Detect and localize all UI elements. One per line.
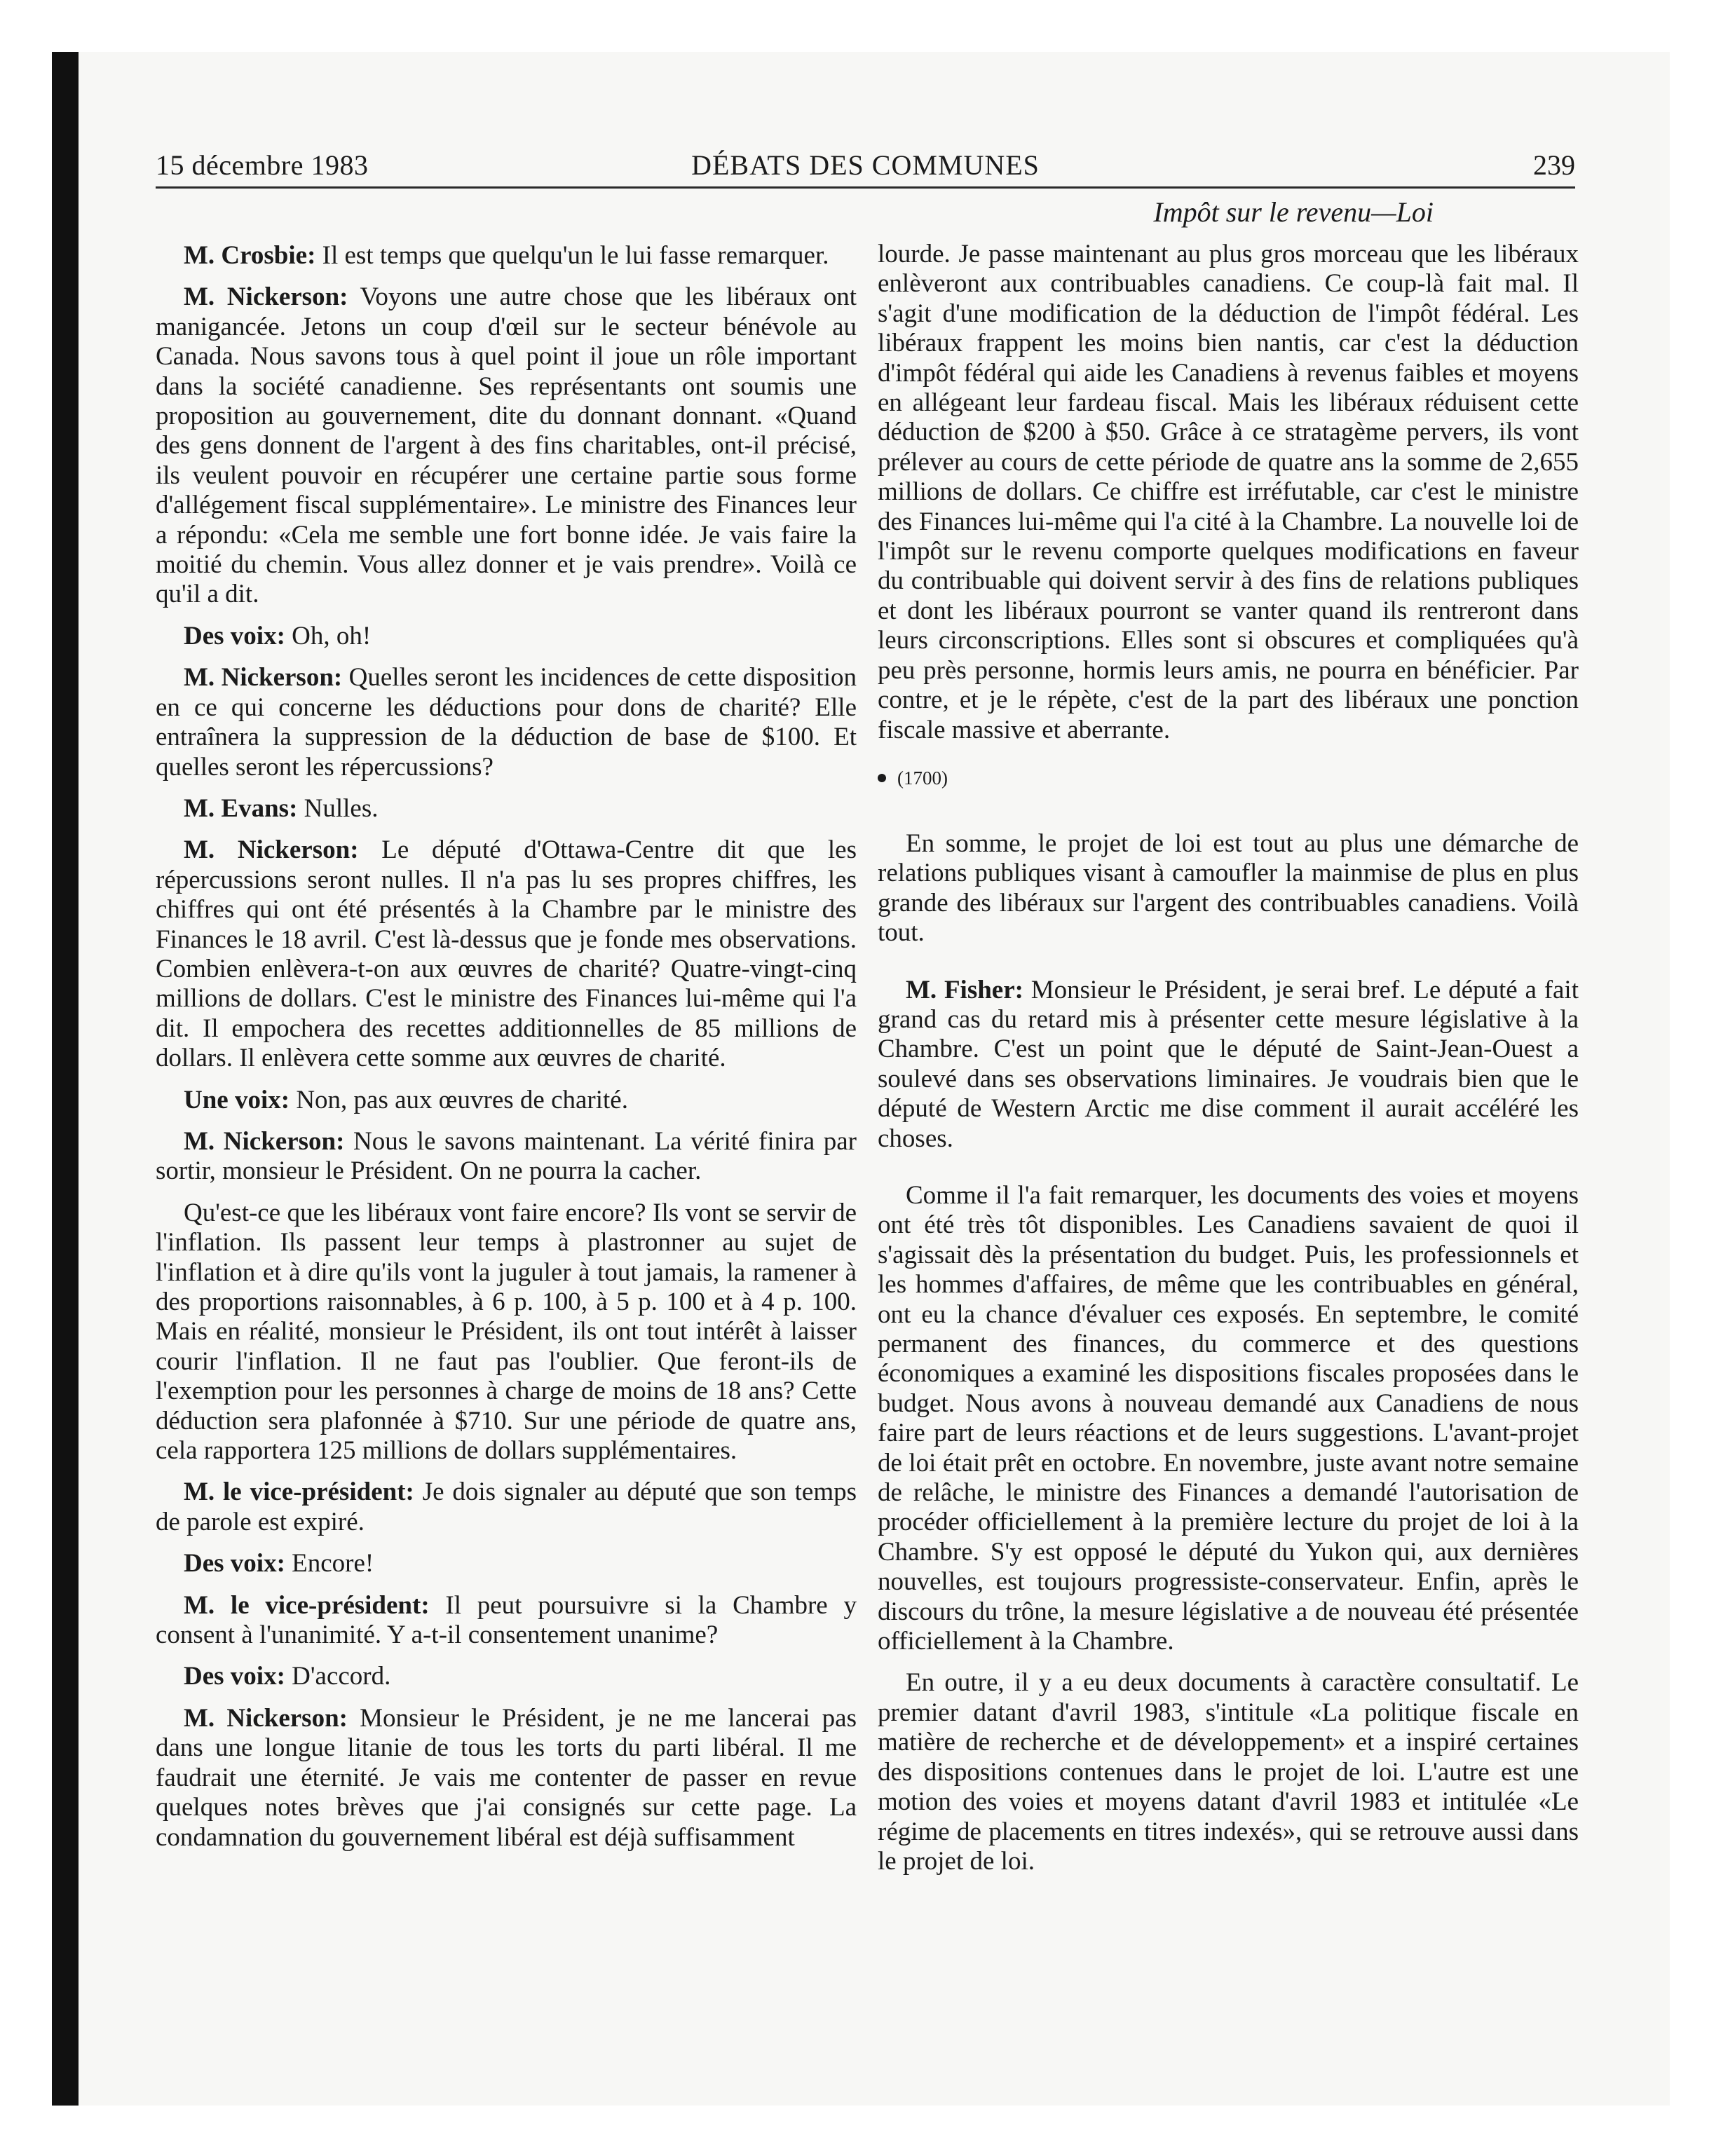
speaker-name: M. Nickerson: (184, 663, 343, 692)
speech-text: Il peut poursuivre si la Chambre y consent à l'unanimité. Y a-t-il consentement unanime? (156, 1590, 857, 1650)
speech-text: Encore! (285, 1549, 374, 1578)
paragraph (878, 829, 1579, 948)
paragraph (156, 1199, 857, 1466)
speaker-name: M. Nickerson: (184, 835, 359, 865)
paragraph (156, 1478, 857, 1537)
speaker-name: Des voix: (184, 1662, 285, 1691)
speaker-name: M. Nickerson: (184, 1703, 348, 1733)
speech-text: En somme, le projet de loi est tout au plus une démarche de relations publiques visant à camoufler la mainmise de plus en plus grande des libéraux sur l'argent des contribuables canadiens. Voilà tout. (878, 828, 1579, 948)
speech-text: Comme il l'a fait remarquer, les documents des voies et moyens ont été très tôt disponibles. Les Canadiens savaient de quoi il s'agissait dès la présentation du budget. Puis, les professionnels et les hommes d'affaires, de même que les contribuables en général, ont eu la chance d'évaluer ces exposés. En septembre, le comité permanent des finances, du commerce et des questions économiques a examiné les dispositions fiscales proposées dans le budget. Nous avons à nouveau demandé aux Canadiens de nous faire part de leurs réactions et de leurs suggestions. L'avant-projet de loi était prêt en octobre. En novembre, juste avant notre semaine de relâche, le ministre des Finances a demandé l'autorisation de procéder officiellement à la première lecture du projet de loi à la Chambre. S'y est opposé le député du Yukon qui, aux dernières nouvelles, est toujours progressiste-conservateur. Enfin, après le discours du trône, la mesure législative a de nouveau été présentée officiellement à la Chambre. (878, 1180, 1579, 1656)
paragraph (156, 794, 857, 824)
right-column (878, 240, 1579, 1888)
paragraph (156, 1086, 857, 1115)
header-page-number: 239 (1533, 149, 1575, 181)
continuation-paragraph: lourde. Je passe maintenant au plus gros morceau que les libéraux enlèveront aux contribuables canadiens. Ce coup-là fait mal. Il s'agit d'une modification de la déduction de l'impôt fédéral. Les libéraux frappent les moins bien nantis, car c'est la déduction d'impôt fédéral qui aide les Canadiens à revenus faibles et moyens en allégeant leur fardeau fiscal. Mais les libéraux réduisent cette déduction de $200 à $50. Grâce à ce stratagème pervers, ils vont prélever au cours de cette période de quatre ans la somme de 2,655 millions de dollars. Ce chiffre est irréfutable, car c'est le ministre des Finances lui-même qui l'a cité à la Chambre. La nouvelle loi de l'impôt sur le revenu comporte quelques modifications en faveur du contribuable qui doivent servir à des fins de relations publiques et dont les libéraux pourront se vanter quand ils rentreront dans leurs circonscriptions. Elles sont si obscures et compliquées qu'à peu près personne, hormis leurs amis, ne pourra en bénéficier. Par contre, et je le répète, c'est de la part des libéraux une ponction fiscale massive et aberrante. (878, 240, 1579, 744)
speaker-name: M. Nickerson: (184, 282, 348, 312)
speaker-name: M. Nickerson: (184, 1126, 345, 1156)
speaker-name: M. le vice-président: (184, 1590, 430, 1620)
bullet-icon (878, 774, 886, 782)
speech-text: Monsieur le Président, je ne me lancerai pas dans une longue litanie de tous les torts du parti libéral. Il me faudrait une éternité. Je vais me contenter de passer en revue quelques notes brèves que j'ai consignés sur cette page. La condamnation du gouvernement libéral est déjà suffisamment (156, 1703, 857, 1852)
paragraph (156, 1591, 857, 1651)
paragraph (878, 1668, 1579, 1876)
speech-text: Qu'est-ce que les libéraux vont faire encore? Ils vont se servir de l'inflation. Ils passent leur temps à plastronner au sujet de l'inflation et à dire qu'ils vont la juguler à tout jamais, la ramener à des proportions raisonnables, à 6 p. 100, à 5 p. 100 et à 4 p. 100. Mais en réalité, monsieur le Président, ils ont tout intérêt à laisser courir l'inflation. Il ne faut pas l'oublier. Que feront-ils de l'exemption pour les personnes à charge de moins de 18 ans? Cette déduction sera plafonnée à $710. Sur une période de quatre ans, cela rapportera 125 millions de dollars supplémentaires. (156, 1198, 857, 1466)
speech-text: Quelles seront les incidences de cette disposition en ce qui concerne les déductions pour dons de charité? Elle entraînera la suppression de la déduction de base de $100. Et quelles seront les répercussions? (156, 663, 857, 782)
paragraph (156, 1549, 857, 1578)
speaker-name: Une voix: (184, 1085, 290, 1114)
section-subheader: Impôt sur le revenu—Loi (1153, 196, 1434, 228)
paragraph (156, 622, 857, 651)
speech-text: Je dois signaler au député que son temps de parole est expiré. (156, 1478, 857, 1536)
scan-edge (52, 52, 79, 2106)
paragraph (156, 282, 857, 609)
page-header (156, 147, 1575, 189)
speaker-name: Des voix: (184, 1549, 285, 1578)
speech-text: Voyons une autre chose que les libéraux ont manigancée. Jetons un coup d'œil sur le secteur bénévole au Canada. Nous savons tous à quel point il joue un rôle important dans la société canadienne. Ses représentants ont soumis une proposition au gouvernement, dite du donnant donnant. «Quand des gens donnent de l'argent à des fins charitables, ont-il précisé, ils veulent pouvoir en récupérer une certaine partie sous forme d'allégement fiscal supplémentaire». Le ministre des Finances leur a répondu: «Cela me semble une fort bonne idée. Je vais faire la moitié du chemin. Vous allez donner et je vais prendre». Voilà ce qu'il a dit. (156, 282, 857, 609)
time-marker-label: (1700) (897, 767, 948, 789)
paragraph (156, 1704, 857, 1853)
header-date: 15 décembre 1983 (156, 149, 369, 181)
speech-text: Nulles. (297, 793, 379, 823)
speaker-name: Des voix: (184, 621, 285, 650)
time-marker (878, 763, 1579, 793)
speaker-name: M. Crosbie: (184, 241, 316, 270)
speech-text: Nous le savons maintenant. La vérité finira par sortir, monsieur le Président. On ne pourra la cacher. (156, 1126, 857, 1186)
paragraph (878, 976, 1579, 1154)
speech-text: Il est temps que quelqu'un le lui fasse remarquer. (315, 241, 829, 270)
speech-text: En outre, il y a eu deux documents à caractère consultatif. Le premier datant d'avril 1983, s'intitule «La politique fiscale en matière de recherche et de développement» et a inspiré certaines des dispositions contenues dans le projet de loi. L'autre est une motion des voies et moyens datant d'avril 1983 et intitulée «Le régime de placements en titres indexés», qui se retrouve aussi dans le projet de loi. (878, 1668, 1579, 1876)
speaker-name: M. le vice-président: (184, 1478, 414, 1507)
speaker-name: M. Fisher: (906, 975, 1023, 1004)
paragraph (156, 1127, 857, 1187)
paragraph (156, 663, 857, 782)
speech-text: D'accord. (285, 1662, 391, 1691)
left-column (156, 241, 857, 1864)
speech-text: Non, pas aux œuvres de charité. (290, 1085, 628, 1114)
speaker-name: M. Evans: (184, 793, 298, 823)
speech-text: Monsieur le Président, je serai bref. Le député a fait grand cas du retard mis à présenter cette mesure législative à la Chambre. C'est un point que le député de Saint-Jean-Ouest a soulevé dans ses observations liminaires. Je voudrais bien que le député de Western Arctic me dise comment il aurait accéléré les choses. (878, 975, 1579, 1153)
paragraph (156, 1662, 857, 1691)
paragraph (878, 1181, 1579, 1657)
speech-text: Le député d'Ottawa-Centre dit que les répercussions seront nulles. Il n'a pas lu ses propres chiffres, les chiffres qui ont été présentés à la Chambre par le ministre des Finances le 18 avril. C'est là-dessus que je fonde mes observations. Combien enlèvera-t-on aux œuvres de charité? Quatre-vingt-cinq millions de dollars. C'est le ministre des Finances lui-même qui l'a dit. Il empochera des recettes additionnelles de 85 millions de dollars. Il enlèvera cette somme aux œuvres de charité. (156, 835, 857, 1073)
speech-text: Oh, oh! (285, 621, 372, 650)
paragraph (156, 835, 857, 1073)
paragraph (156, 241, 857, 271)
header-title: DÉBATS DES COMMUNES (691, 149, 1040, 181)
